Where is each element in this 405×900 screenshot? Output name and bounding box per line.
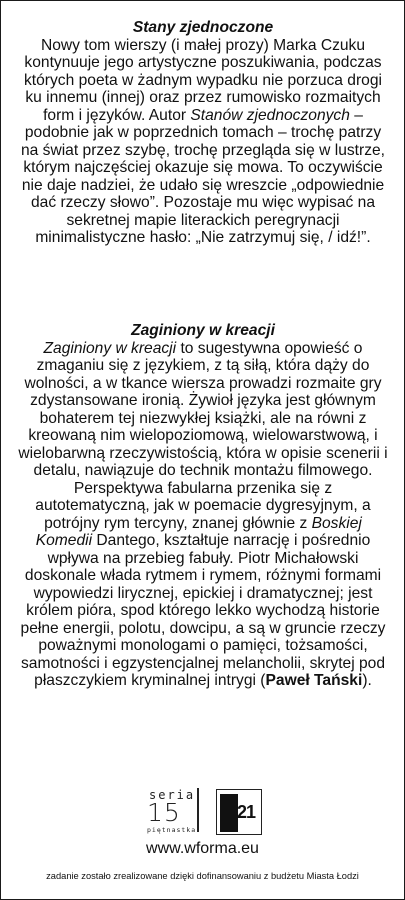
description-text: Dantego, kształtuje narrację i pośrednio wpływa na przebieg fabuły. Piotr Michałowski doskonale włada rytmem i rymem, różnymi formami wypowiedzi lirycznej, epickiej i dramatycznej; jest królem pióra, spod którego lekko wychodzą historie pełne energii, polotu, dowcipu, a są w gruncie rzeczy poważnymi monologami o pamięci, tożsamości, samotności i egzystencjalnej melancholii, skrytej pod płaszczykiem kryminalnej intrygi ( <box>20 532 386 689</box>
series-logo <box>145 788 209 834</box>
publisher-logo <box>216 789 262 835</box>
funding-note: zadanie zostało zrealizowane dzięki dofinansowaniu z budżetu Miasta Łodzi <box>46 871 359 881</box>
description-italic-work: Boskiej Komedii <box>35 514 362 549</box>
review-author: Paweł Tański <box>265 672 363 689</box>
series-word: seria <box>149 788 196 802</box>
series-caption: piętnastka <box>147 826 197 834</box>
book-title: Zaginiony w kreacji <box>131 322 275 339</box>
description-italic-title: Stanów zjednoczonych <box>190 106 350 124</box>
description-text: Nowy tom wierszy (i małej prozy) Marka Czuku kontynuuje jego artystyczne poszukiwania, podczas których poeta w żadnym wypadku nie porzuca drogi ku innemu (innej) oraz przez rumowisko rozmaitych form i języków. Autor <box>24 36 382 124</box>
description-text: to sugestywna opowieść o zmaganiu się z językiem, z tą siłą, która dąży do wolności, a w tkance wiersza prowadzi rozmaite gry zdystansowane ironią. Żywioł języka jest głównym bohaterem tej niezwykłej książki, ale na równi z kreowaną nim wielopoziomową, wielowarstwową, i wielobarwną rzeczywistością, która w opisie scenerii i detalu, nawiązuje do technik montażu filmowego. Perspektywa fabularna przenika się z autotematyczną, jak w poemacie dygresyjnym, a potrójny rym tercyny, znanej głównie z <box>18 339 388 532</box>
publisher-logo-number: 21 <box>237 802 256 822</box>
series-number: 15 <box>147 798 181 827</box>
publisher-logo-block <box>220 794 238 832</box>
book-title: Stany zjednoczone <box>132 19 274 36</box>
book-description-stany <box>18 19 388 247</box>
publisher-url: www.wforma.eu <box>146 840 259 857</box>
description-text: ). <box>362 672 372 689</box>
description-italic-title: Zaginiony w kreacji <box>43 339 177 357</box>
series-divider <box>197 788 199 832</box>
description-text: – podobnie jak w poprzednich tomach – trochę patrzy na świat przez szybę, trochę przegląda się w lustrze, którym najczęściej okazuje się mowa. To oczywiście nie daje nadziei, że udało się wreszcie „odpowiednie dać rzeczy słowo”. Pozostaje mu więc wypisać na sekretnej mapie literackich peregrynacji minimalistyczne hasło: „Nie zatrzymuj się, / idź!”. <box>20 106 386 246</box>
book-description-zaginiony <box>18 322 388 690</box>
